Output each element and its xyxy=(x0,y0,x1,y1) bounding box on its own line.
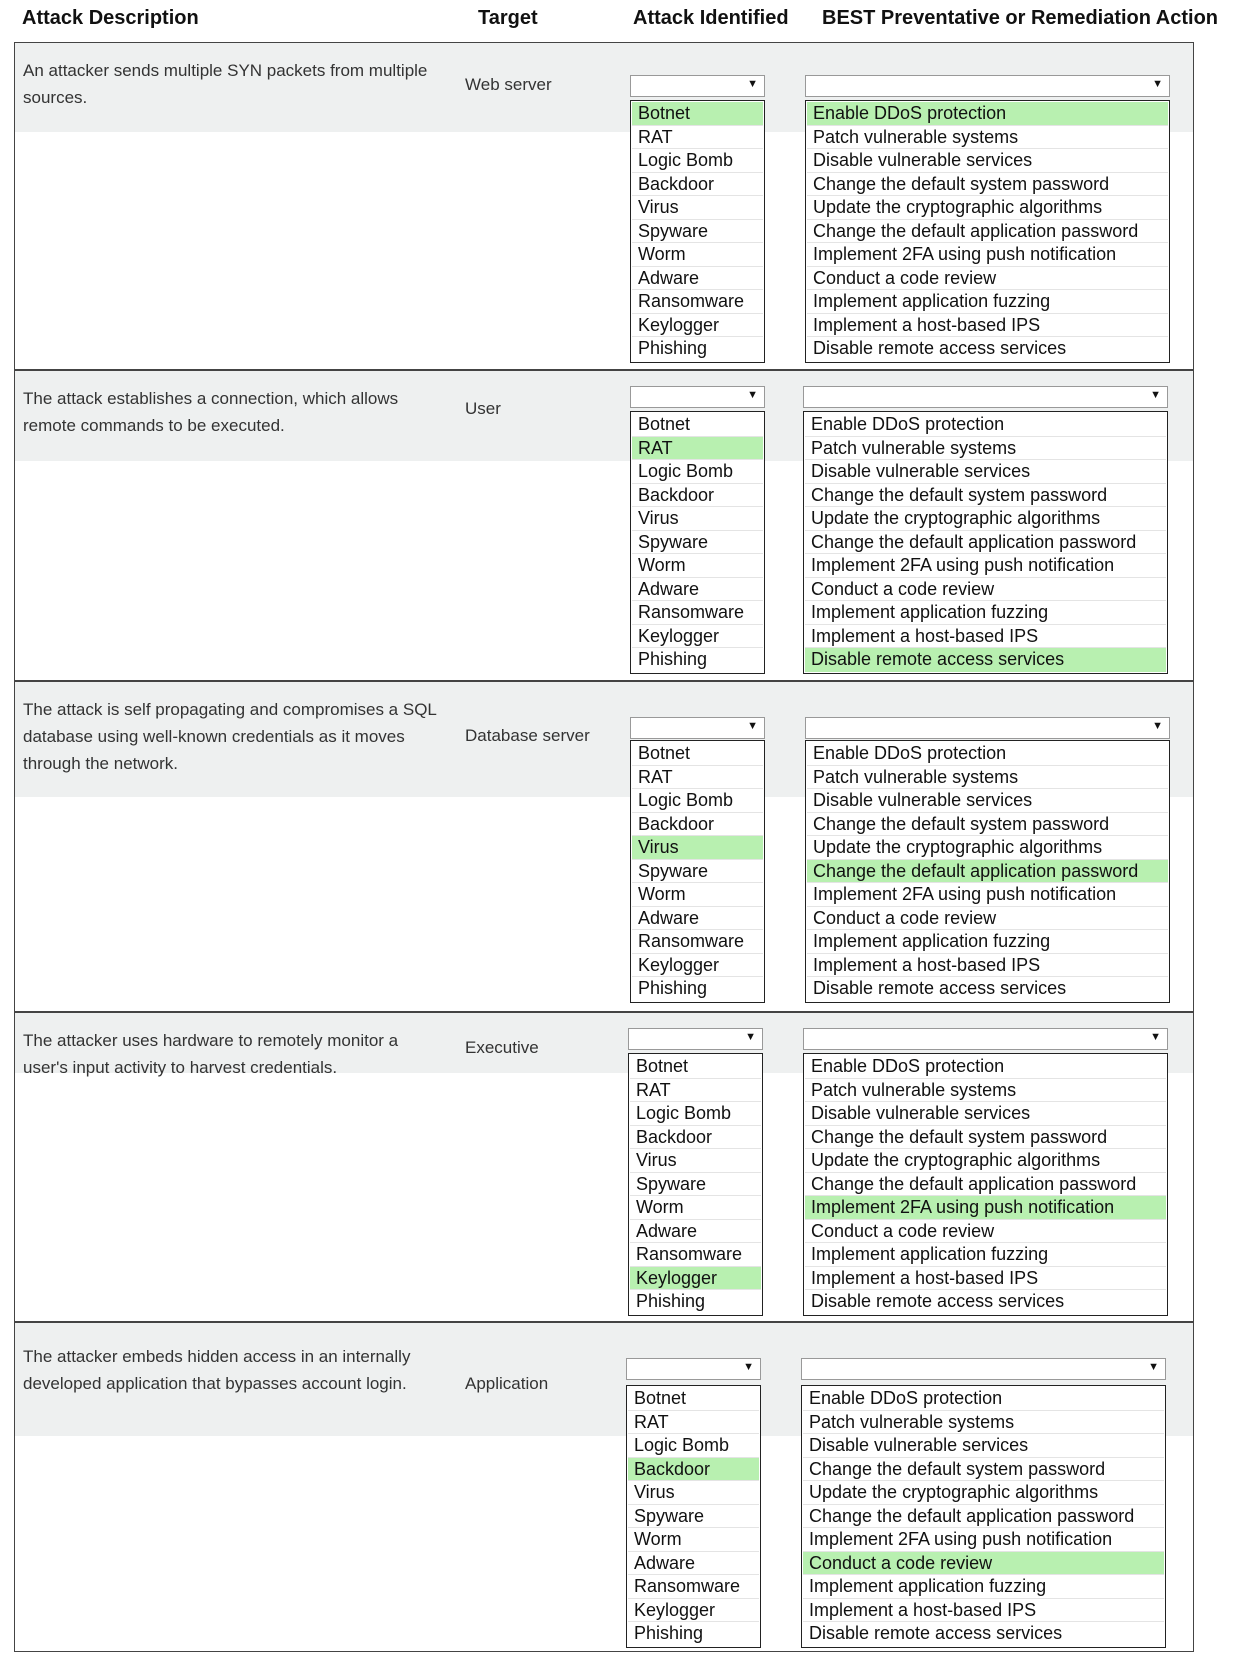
attack-option[interactable]: Worm xyxy=(632,243,763,267)
action-option[interactable]: Patch vulnerable systems xyxy=(807,126,1168,150)
attack-listbox[interactable] xyxy=(630,100,765,363)
attack-description: An attacker sends multiple SYN packets from multiple sources. xyxy=(23,61,428,107)
question-row xyxy=(15,43,1193,371)
action-option[interactable]: Implement a host-based IPS xyxy=(805,625,1166,649)
attack-option[interactable]: Phishing xyxy=(634,1623,704,1643)
action-option[interactable]: Implement a host-based IPS xyxy=(807,954,1168,978)
action-option[interactable]: Disable vulnerable services xyxy=(807,789,1168,813)
column-header-action: BEST Preventative or Remediation Action xyxy=(822,7,1219,29)
attack-description: The attack is self propagating and compromises a SQL database using well-known credentials as it moves through the network. xyxy=(23,700,437,773)
attack-option[interactable]: RAT xyxy=(632,766,763,790)
row-divider xyxy=(14,680,1194,682)
action-dropdown[interactable] xyxy=(803,386,1168,408)
attack-option[interactable]: Worm xyxy=(628,1528,759,1552)
attack-option[interactable]: Phishing xyxy=(636,1291,706,1311)
action-option[interactable]: Change the default system password xyxy=(805,1126,1166,1150)
action-option[interactable]: Change the default application password xyxy=(805,1173,1166,1197)
attack-option[interactable]: Backdoor xyxy=(630,1126,761,1150)
action-dropdown[interactable] xyxy=(803,1028,1168,1050)
action-option[interactable]: Implement 2FA using push notification xyxy=(803,1528,1164,1552)
attack-option[interactable]: Adware xyxy=(632,907,763,931)
dropdown-arrow-icon[interactable]: ▼ xyxy=(747,78,758,90)
attack-option[interactable]: Worm xyxy=(632,554,763,578)
attack-option[interactable]: Worm xyxy=(632,883,763,907)
action-listbox[interactable] xyxy=(803,1053,1168,1316)
action-option[interactable]: Change the default system password xyxy=(803,1458,1164,1482)
action-option[interactable]: Disable remote access services xyxy=(813,338,1067,358)
attack-dropdown[interactable] xyxy=(626,1358,761,1380)
attack-dropdown[interactable] xyxy=(630,717,765,739)
attack-option[interactable]: Ransomware xyxy=(632,930,763,954)
action-option[interactable]: Change the default application password xyxy=(803,1505,1164,1529)
action-option[interactable]: Change the default application password xyxy=(805,531,1166,555)
action-option[interactable]: Conduct a code review xyxy=(805,578,1166,602)
action-option[interactable]: Update the cryptographic algorithms xyxy=(803,1481,1164,1505)
attack-option[interactable]: Botnet xyxy=(632,413,763,437)
question-row xyxy=(15,371,1193,682)
action-option[interactable]: Patch vulnerable systems xyxy=(803,1411,1164,1435)
action-option[interactable]: Implement a host-based IPS xyxy=(803,1599,1164,1623)
attack-option[interactable]: Virus xyxy=(630,1149,761,1173)
attack-target: Database server xyxy=(465,726,590,745)
action-option[interactable]: Enable DDoS protection xyxy=(805,1055,1166,1079)
attack-option[interactable]: Ransomware xyxy=(632,290,763,314)
attack-option[interactable]: Logic Bomb xyxy=(628,1434,759,1458)
question-row xyxy=(15,1013,1193,1323)
attack-option[interactable]: Botnet xyxy=(628,1387,759,1411)
attack-description: The attack establishes a connection, which allows remote commands to be executed. xyxy=(23,389,399,435)
dropdown-arrow-icon[interactable]: ▼ xyxy=(747,389,758,401)
attack-target: Application xyxy=(465,1374,549,1393)
action-option[interactable]: Enable DDoS protection xyxy=(807,102,1168,126)
attack-option[interactable]: Virus xyxy=(628,1481,759,1505)
dropdown-arrow-icon[interactable]: ▼ xyxy=(747,720,758,732)
attack-option[interactable]: Logic Bomb xyxy=(632,149,763,173)
row-divider xyxy=(14,1011,1194,1013)
attack-option[interactable]: Ransomware xyxy=(632,601,763,625)
column-header-attack: Attack Identified xyxy=(633,7,789,29)
attack-option[interactable]: Adware xyxy=(628,1552,759,1576)
action-option[interactable]: Enable DDoS protection xyxy=(807,742,1168,766)
dropdown-arrow-icon[interactable]: ▼ xyxy=(1148,1361,1159,1373)
action-option[interactable]: Change the default application password xyxy=(807,860,1168,884)
attack-option[interactable]: Logic Bomb xyxy=(630,1102,761,1126)
attack-option[interactable]: Ransomware xyxy=(628,1575,759,1599)
question-row xyxy=(15,682,1193,1013)
action-option[interactable]: Patch vulnerable systems xyxy=(805,437,1166,461)
attack-option[interactable]: Backdoor xyxy=(632,813,763,837)
action-option[interactable]: Change the default system password xyxy=(805,484,1166,508)
attack-listbox[interactable] xyxy=(628,1053,763,1316)
action-listbox[interactable] xyxy=(805,100,1170,363)
action-option[interactable]: Disable remote access services xyxy=(809,1623,1063,1643)
attack-listbox[interactable] xyxy=(630,740,765,1003)
attack-option[interactable]: Spyware xyxy=(632,531,763,555)
action-option[interactable]: Enable DDoS protection xyxy=(803,1387,1164,1411)
action-option[interactable]: Patch vulnerable systems xyxy=(805,1079,1166,1103)
attack-dropdown[interactable] xyxy=(630,386,765,408)
attack-dropdown[interactable] xyxy=(630,75,765,97)
attack-option[interactable]: Keylogger xyxy=(632,625,763,649)
action-option[interactable]: Implement 2FA using push notification xyxy=(807,243,1168,267)
attack-option[interactable]: Virus xyxy=(632,196,763,220)
action-option[interactable]: Implement application fuzzing xyxy=(803,1575,1164,1599)
action-option[interactable]: Disable vulnerable services xyxy=(807,149,1168,173)
action-option[interactable]: Implement application fuzzing xyxy=(807,290,1168,314)
attack-option[interactable]: Keylogger xyxy=(630,1267,761,1291)
attack-option[interactable]: Botnet xyxy=(632,102,763,126)
attack-option[interactable]: Backdoor xyxy=(632,173,763,197)
action-listbox[interactable] xyxy=(801,1385,1166,1648)
action-option[interactable]: Update the cryptographic algorithms xyxy=(805,1149,1166,1173)
dropdown-arrow-icon[interactable]: ▼ xyxy=(745,1031,756,1043)
action-dropdown[interactable] xyxy=(805,717,1170,739)
action-option[interactable]: Implement a host-based IPS xyxy=(805,1267,1166,1291)
action-option[interactable]: Disable vulnerable services xyxy=(803,1434,1164,1458)
attack-option[interactable]: Adware xyxy=(632,578,763,602)
action-dropdown[interactable] xyxy=(801,1358,1166,1380)
action-option[interactable]: Disable remote access services xyxy=(805,648,1166,672)
attack-option[interactable]: Logic Bomb xyxy=(632,789,763,813)
action-option[interactable]: Implement 2FA using push notification xyxy=(807,883,1168,907)
attack-option[interactable]: Spyware xyxy=(632,860,763,884)
attack-target: Executive xyxy=(465,1038,539,1057)
action-option[interactable]: Implement 2FA using push notification xyxy=(805,1196,1166,1220)
action-option[interactable]: Conduct a code review xyxy=(803,1552,1164,1576)
attack-option[interactable]: RAT xyxy=(628,1411,759,1435)
attack-option[interactable]: Virus xyxy=(632,507,763,531)
action-option[interactable]: Patch vulnerable systems xyxy=(807,766,1168,790)
attack-listbox[interactable] xyxy=(630,411,765,674)
action-option[interactable]: Update the cryptographic algorithms xyxy=(807,836,1168,860)
dropdown-arrow-icon[interactable]: ▼ xyxy=(1150,1031,1161,1043)
action-option[interactable]: Conduct a code review xyxy=(807,267,1168,291)
attack-listbox[interactable] xyxy=(626,1385,761,1648)
dropdown-arrow-icon[interactable]: ▼ xyxy=(1152,720,1163,732)
attack-option[interactable]: Phishing xyxy=(638,338,708,358)
action-option[interactable]: Enable DDoS protection xyxy=(805,413,1166,437)
question-row xyxy=(15,1323,1193,1652)
attack-option[interactable]: RAT xyxy=(632,126,763,150)
attack-option[interactable]: Logic Bomb xyxy=(632,460,763,484)
action-option[interactable]: Implement a host-based IPS xyxy=(807,314,1168,338)
dropdown-arrow-icon[interactable]: ▼ xyxy=(1150,389,1161,401)
column-header-target: Target xyxy=(478,7,538,29)
dropdown-arrow-icon[interactable]: ▼ xyxy=(743,1361,754,1373)
attack-description: The attacker embeds hidden access in an internally developed application that bypasses account login. xyxy=(23,1347,411,1393)
attack-option[interactable]: Adware xyxy=(630,1220,761,1244)
action-option[interactable]: Conduct a code review xyxy=(805,1220,1166,1244)
attack-option[interactable]: RAT xyxy=(632,437,763,461)
action-option[interactable]: Change the default application password xyxy=(807,220,1168,244)
action-option[interactable]: Implement 2FA using push notification xyxy=(805,554,1166,578)
attack-option[interactable]: Phishing xyxy=(638,978,708,998)
attack-option[interactable]: Keylogger xyxy=(632,314,763,338)
action-listbox[interactable] xyxy=(805,740,1170,1003)
action-dropdown[interactable] xyxy=(805,75,1170,97)
attack-option[interactable]: Adware xyxy=(632,267,763,291)
action-option[interactable]: Conduct a code review xyxy=(807,907,1168,931)
attack-description: The attacker uses hardware to remotely monitor a user's input activity to harvest credentials. xyxy=(23,1031,399,1077)
attack-option[interactable]: Keylogger xyxy=(628,1599,759,1623)
attack-target: User xyxy=(465,399,501,418)
attack-option[interactable]: Spyware xyxy=(632,220,763,244)
action-option[interactable]: Change the default system password xyxy=(807,173,1168,197)
attack-option[interactable]: Spyware xyxy=(628,1505,759,1529)
column-header-description: Attack Description xyxy=(22,7,199,29)
action-option[interactable]: Change the default system password xyxy=(807,813,1168,837)
attack-option[interactable]: Botnet xyxy=(632,742,763,766)
attack-option[interactable]: RAT xyxy=(630,1079,761,1103)
row-divider xyxy=(14,1321,1194,1323)
action-option[interactable]: Implement application fuzzing xyxy=(807,930,1168,954)
action-option[interactable]: Update the cryptographic algorithms xyxy=(805,507,1166,531)
attack-option[interactable]: Backdoor xyxy=(632,484,763,508)
action-option[interactable]: Disable remote access services xyxy=(811,1291,1065,1311)
row-divider xyxy=(14,369,1194,371)
attack-option[interactable]: Botnet xyxy=(630,1055,761,1079)
dropdown-arrow-icon[interactable]: ▼ xyxy=(1152,78,1163,90)
action-option[interactable]: Implement application fuzzing xyxy=(805,601,1166,625)
action-option[interactable]: Disable vulnerable services xyxy=(805,1102,1166,1126)
action-option[interactable]: Update the cryptographic algorithms xyxy=(807,196,1168,220)
attack-option[interactable]: Ransomware xyxy=(630,1243,761,1267)
attack-option[interactable]: Worm xyxy=(630,1196,761,1220)
attack-option[interactable]: Spyware xyxy=(630,1173,761,1197)
attack-option[interactable]: Keylogger xyxy=(632,954,763,978)
action-option[interactable]: Disable remote access services xyxy=(813,978,1067,998)
attack-option[interactable]: Virus xyxy=(632,836,763,860)
attack-option[interactable]: Backdoor xyxy=(628,1458,759,1482)
attack-option[interactable]: Phishing xyxy=(638,649,708,669)
action-listbox[interactable] xyxy=(803,411,1168,674)
action-option[interactable]: Implement application fuzzing xyxy=(805,1243,1166,1267)
attack-dropdown[interactable] xyxy=(628,1028,763,1050)
attack-target: Web server xyxy=(465,75,552,94)
action-option[interactable]: Disable vulnerable services xyxy=(805,460,1166,484)
